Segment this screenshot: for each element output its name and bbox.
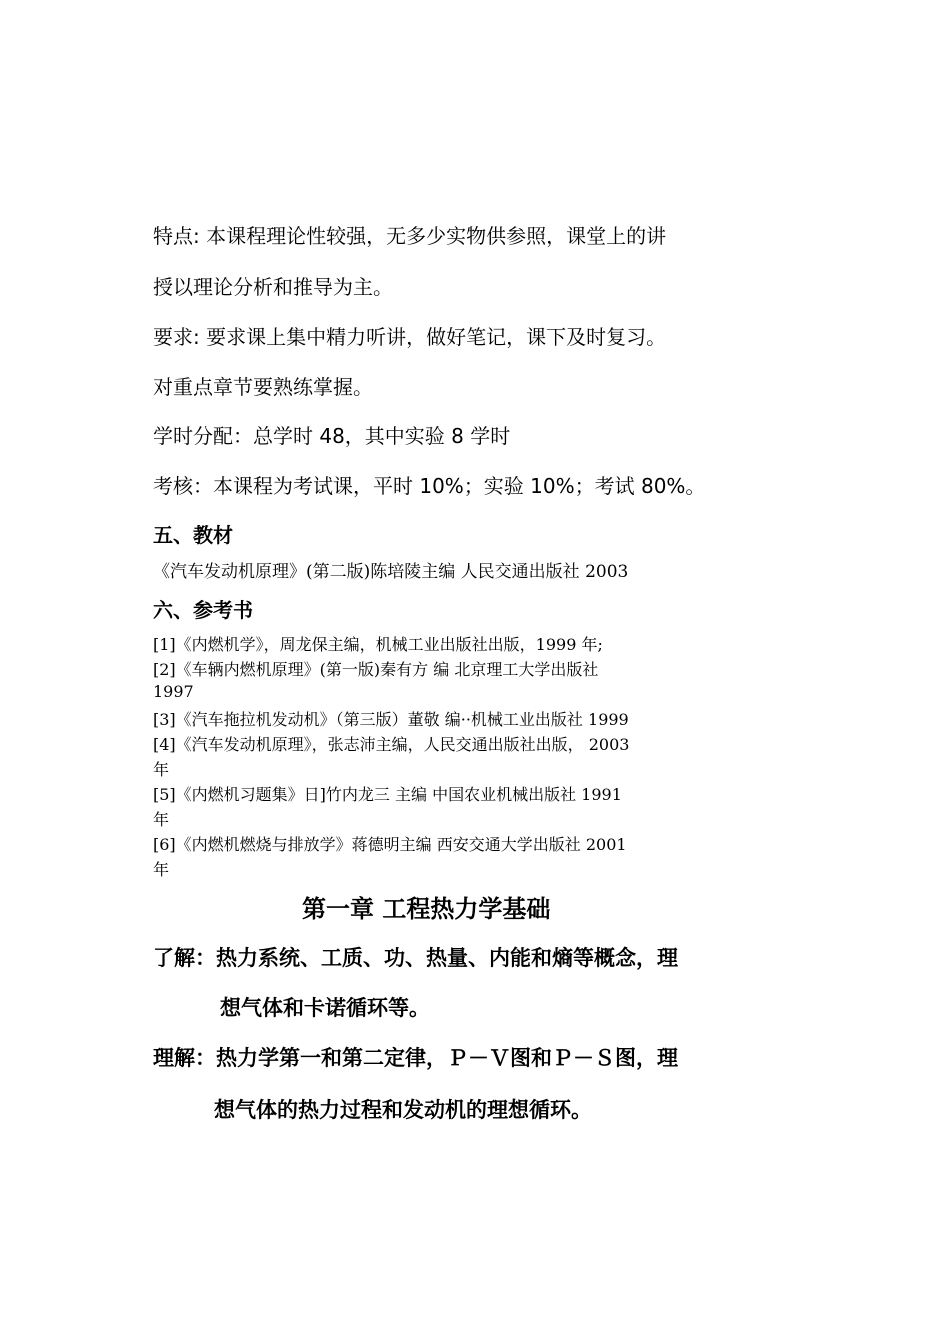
textbook-heading: 五、教材 [153, 523, 233, 547]
reference-line: 年 [153, 760, 170, 779]
features-line-1: 特点: 本课程理论性较强，无多少实物供参照，课堂上的讲 [153, 224, 667, 248]
requirements-line-2: 对重点章节要熟练掌握。 [153, 375, 373, 399]
reference-line: [5]《内燃机习题集》日]竹内龙三 主编 中国农业机械出版社 1991 [153, 785, 622, 804]
understand-line-2: 想气体和卡诺循环等。 [220, 996, 430, 1020]
references-heading: 六、参考书 [153, 598, 253, 622]
reference-line: 年 [153, 810, 170, 829]
textbook-item: 《汽车发动机原理》(第二版)陈培陵主编 人民交通出版社 2003 [153, 562, 629, 582]
reference-line: [3]《汽车拖拉机发动机》（第三版）董敬 编··机械工业出版社 1999 [153, 710, 629, 729]
features-line-2: 授以理论分析和推导为主。 [153, 275, 393, 299]
comprehend-line-1: 理解：热力学第一和第二定律，Ｐ－Ｖ图和Ｐ－Ｓ图，理 [153, 1046, 678, 1070]
reference-line: 1997 [153, 682, 194, 701]
hours-line: 学时分配：总学时 48，其中实验 8 学时 [153, 424, 511, 448]
reference-line: [4]《汽车发动机原理》，张志沛主编，人民交通出版社出版， 2003 [153, 735, 630, 754]
reference-line: 年 [153, 860, 170, 879]
understand-line-1: 了解：热力系统、工质、功、热量、内能和熵等概念，理 [153, 946, 678, 970]
chapter-title: 第一章 工程热力学基础 [302, 895, 551, 923]
reference-line: [6]《内燃机燃烧与排放学》蒋德明主编 西安交通大学出版社 2001 [153, 835, 627, 854]
assessment-line: 考核：本课程为考试课，平时 10%；实验 10%；考试 80%。 [153, 474, 706, 498]
requirements-line-1: 要求: 要求课上集中精力听讲，做好笔记，课下及时复习。 [153, 325, 667, 349]
comprehend-line-2: 想气体的热力过程和发动机的理想循环。 [214, 1098, 592, 1122]
reference-line: [1]《内燃机学》，周龙保主编，机械工业出版社出版，1999 年; [153, 635, 603, 654]
reference-line: [2]《车辆内燃机原理》(第一版)秦有方 编 北京理工大学出版社 [153, 660, 599, 679]
